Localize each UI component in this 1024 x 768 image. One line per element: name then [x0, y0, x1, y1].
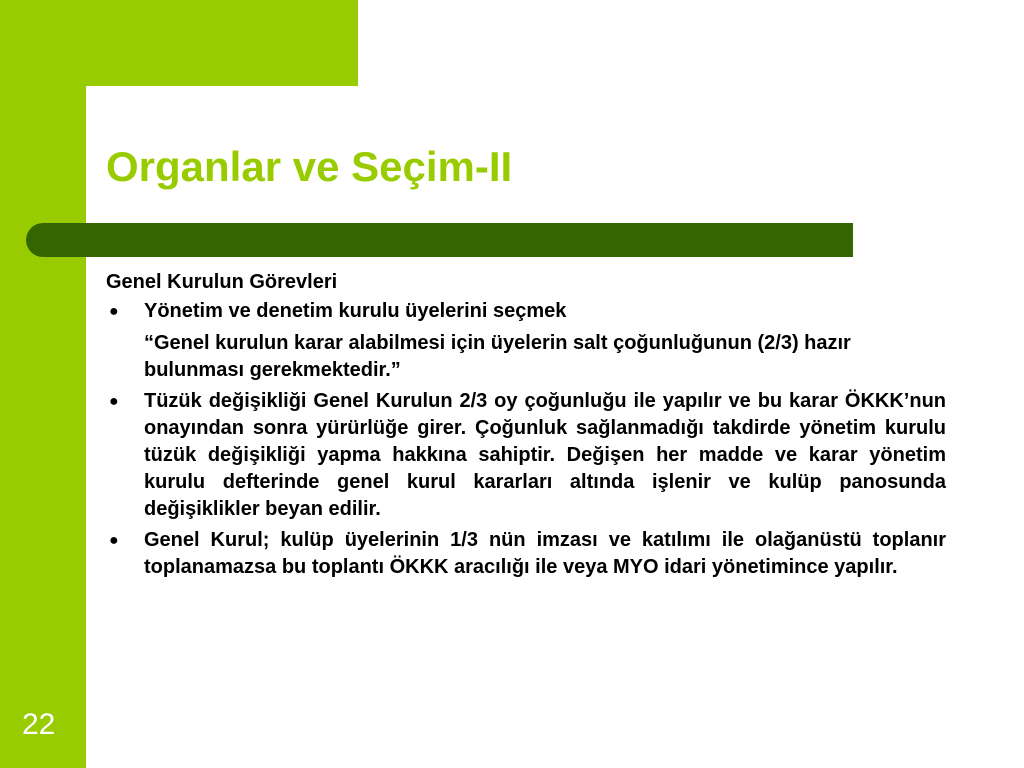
list-item-text: Tüzük değişikliği Genel Kurulun 2/3 oy çoğunluğu ile yapılır ve bu karar ÖKKK’nun onayından sonra yürürlüğe girer. Çoğunluk sağlanmadığı takdirde yönetim kurulu tüzük değişikliği yapma hakkına sahiptir. Değişen her madde ve karar yönetim kurulu defterinde genel kurul kararları altında işlenir ve kulüp panosunda değişiklikler beyan edilir. [144, 390, 946, 520]
left-accent-bar [0, 0, 86, 768]
list-item [106, 527, 946, 581]
list-item-text: Yönetim ve denetim kurulu üyelerini seçmek [144, 300, 567, 322]
list-item-text: Genel Kurul; kulüp üyelerinin 1/3 nün imzası ve katılımı ile olağanüstü toplanır toplanamazsa bu toplantı ÖKKK aracılığı ile veya MYO idari yönetimince yapılır. [144, 529, 946, 578]
list-item [106, 388, 946, 523]
title-divider-bar [26, 223, 853, 257]
bullet-icon: ● [109, 532, 119, 549]
page-number: 22 [22, 708, 56, 741]
section-heading: Genel Kurulun Görevleri [106, 271, 338, 293]
bullet-icon: ● [109, 303, 119, 320]
corner-curve [86, 86, 146, 146]
list-item-quote: “Genel kurulun karar alabilmesi için üyelerin salt çoğunluğunun (2/3) hazır bulunması gerekmektedir.” [144, 332, 851, 381]
top-accent-bar [0, 0, 358, 86]
bullet-icon: ● [109, 393, 119, 410]
slide-content [106, 269, 946, 585]
list-item [106, 298, 946, 384]
slide-title: Organlar ve Seçim-II [106, 143, 513, 190]
